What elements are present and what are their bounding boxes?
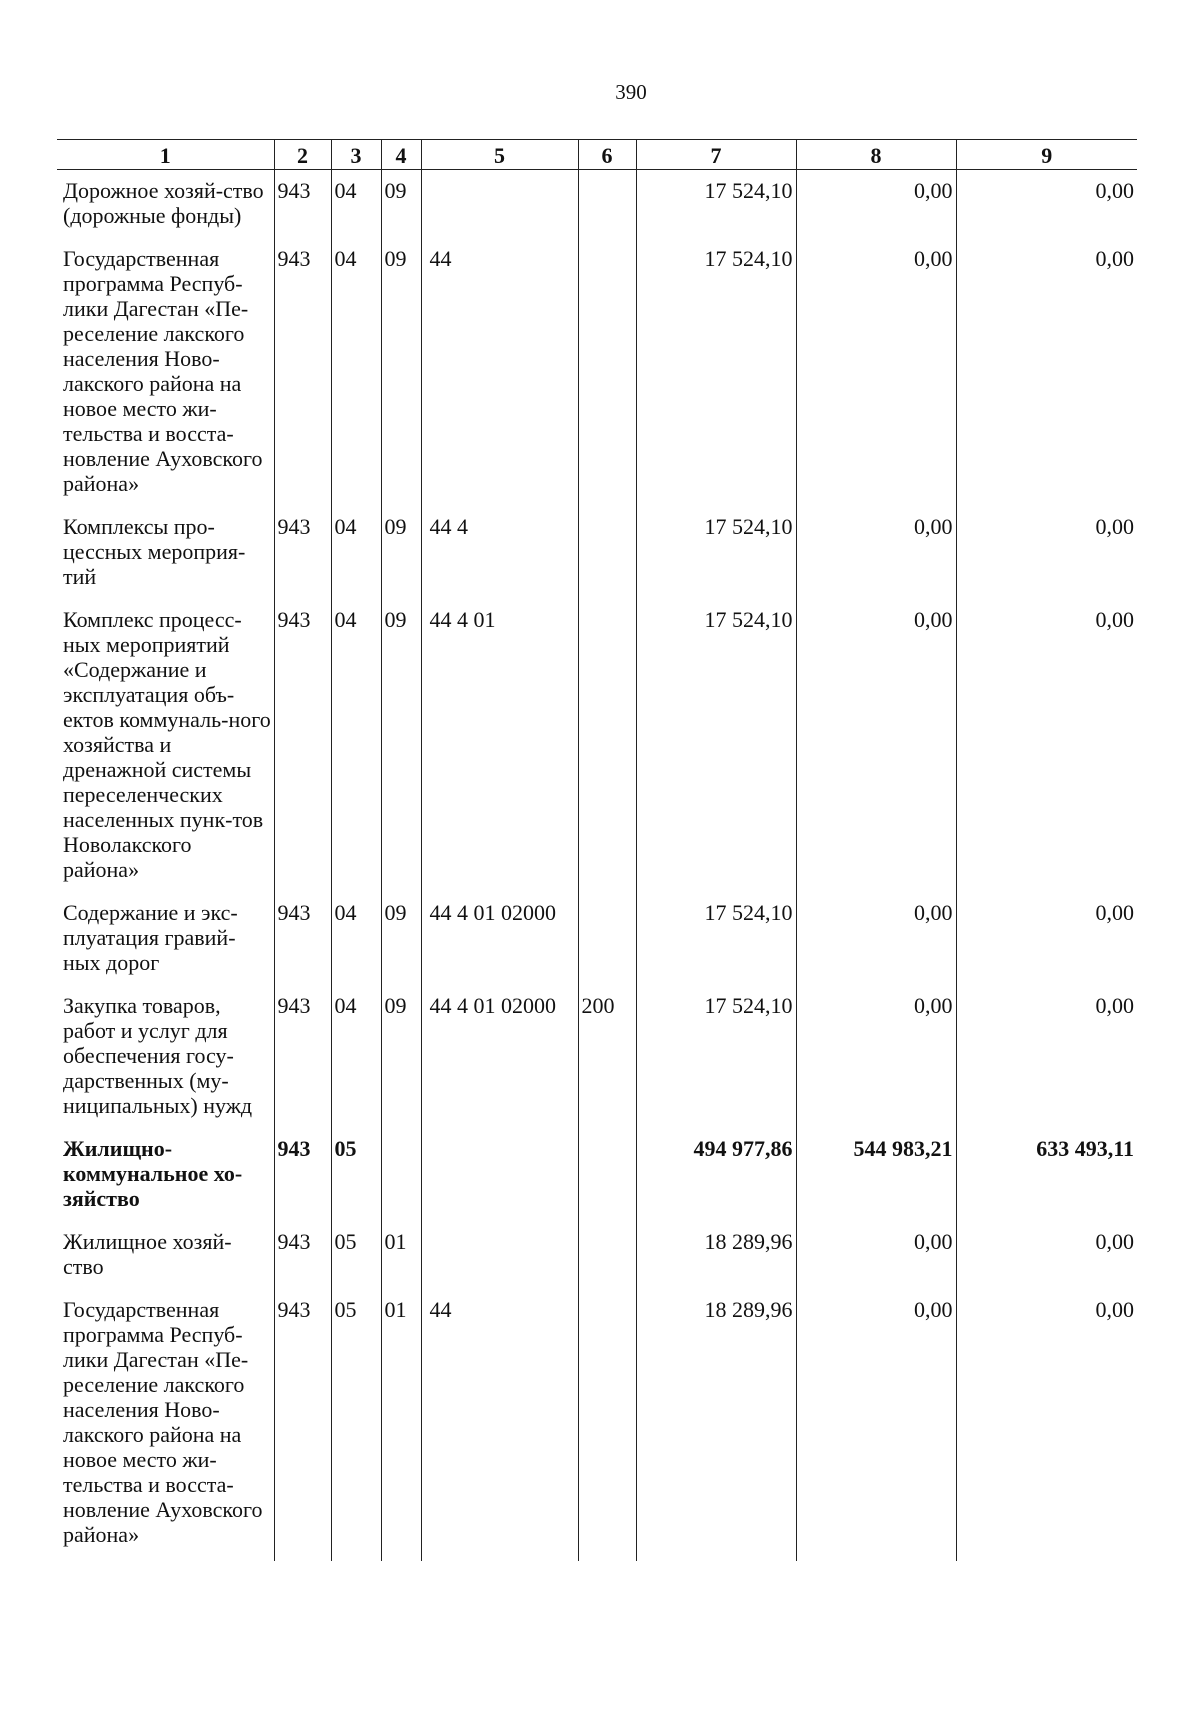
table-row <box>57 1289 1137 1561</box>
cell-subsection: 01 <box>381 1289 421 1561</box>
cell-amount-3: 0,00 <box>956 506 1137 599</box>
cell-ministry: 943 <box>274 238 331 506</box>
cell-expense-type <box>578 1128 636 1221</box>
header-col-2: 2 <box>274 140 331 170</box>
cell-section: 04 <box>331 985 381 1128</box>
cell-expense-type <box>578 170 636 239</box>
row-name: Комплекс процесс-ных мероприятий «Содержание и эксплуатация объ-ектов коммуналь-ного хозяйства и дренажной системы переселенческих населенных пунк-тов Новолакского района» <box>63 607 271 882</box>
cell-ministry: 943 <box>274 892 331 985</box>
cell-expense-type <box>578 1289 636 1561</box>
cell-amount-1: 17 524,10 <box>636 599 796 892</box>
cell-section: 05 <box>331 1289 381 1561</box>
page-number: 390 <box>615 80 647 104</box>
cell-amount-1: 18 289,96 <box>636 1289 796 1561</box>
cell-subsection: 09 <box>381 238 421 506</box>
cell-expense-type <box>578 892 636 985</box>
cell-section: 04 <box>331 238 381 506</box>
header-col-6: 6 <box>578 140 636 170</box>
cell-subsection: 01 <box>381 1221 421 1289</box>
table-row <box>57 1221 1137 1289</box>
table-row <box>57 892 1137 985</box>
cell-section: 05 <box>331 1221 381 1289</box>
cell-amount-2: 0,00 <box>796 506 956 599</box>
cell-amount-2: 0,00 <box>796 1221 956 1289</box>
cell-amount-1: 17 524,10 <box>636 170 796 239</box>
cell-target-article: 44 <box>421 1289 578 1561</box>
cell-amount-3: 0,00 <box>956 985 1137 1128</box>
cell-amount-3: 0,00 <box>956 170 1137 239</box>
cell-target-article: 44 4 <box>421 506 578 599</box>
cell-ministry: 943 <box>274 599 331 892</box>
cell-section: 04 <box>331 599 381 892</box>
cell-target-article <box>421 1128 578 1221</box>
cell-expense-type <box>578 1221 636 1289</box>
cell-amount-3: 0,00 <box>956 1221 1137 1289</box>
cell-section: 05 <box>331 1128 381 1221</box>
row-name: Государственная программа Респуб-лики Дагестан «Пе-реселение лакского населения Ново-лакского района на новое место жи-тельства и восста-новление Ауховского района» <box>63 246 263 496</box>
cell-amount-3: 0,00 <box>956 892 1137 985</box>
cell-section: 04 <box>331 506 381 599</box>
cell-amount-2: 0,00 <box>796 170 956 239</box>
table-row <box>57 985 1137 1128</box>
row-name: Жилищное хозяй-ство <box>63 1229 232 1279</box>
cell-subsection: 09 <box>381 892 421 985</box>
budget-table <box>57 139 1137 1561</box>
row-name: Жилищно-коммунальное хо-зяйство <box>63 1136 243 1211</box>
cell-target-article <box>421 1221 578 1289</box>
row-name: Комплексы про-цессных мероприя-тий <box>63 514 246 589</box>
cell-amount-2: 0,00 <box>796 892 956 985</box>
cell-amount-1: 17 524,10 <box>636 985 796 1128</box>
cell-amount-3: 0,00 <box>956 238 1137 506</box>
cell-ministry: 943 <box>274 170 331 239</box>
cell-subsection: 09 <box>381 985 421 1128</box>
table-row <box>57 170 1137 239</box>
header-col-5: 5 <box>421 140 578 170</box>
cell-amount-1: 17 524,10 <box>636 238 796 506</box>
cell-amount-1: 17 524,10 <box>636 506 796 599</box>
cell-amount-2: 0,00 <box>796 1289 956 1561</box>
cell-expense-type <box>578 599 636 892</box>
cell-amount-1: 18 289,96 <box>636 1221 796 1289</box>
cell-expense-type <box>578 506 636 599</box>
cell-ministry: 943 <box>274 1289 331 1561</box>
row-name: Содержание и экс-плуатация гравий-ных дорог <box>63 900 238 975</box>
cell-ministry: 943 <box>274 985 331 1128</box>
header-col-3: 3 <box>331 140 381 170</box>
cell-expense-type <box>578 238 636 506</box>
cell-amount-2: 544 983,21 <box>796 1128 956 1221</box>
cell-target-article: 44 4 01 <box>421 599 578 892</box>
cell-amount-2: 0,00 <box>796 985 956 1128</box>
header-col-9: 9 <box>956 140 1137 170</box>
cell-ministry: 943 <box>274 506 331 599</box>
cell-subsection: 09 <box>381 599 421 892</box>
cell-amount-3: 0,00 <box>956 599 1137 892</box>
header-col-1: 1 <box>57 140 274 170</box>
cell-target-article <box>421 170 578 239</box>
cell-amount-3: 0,00 <box>956 1289 1137 1561</box>
cell-subsection <box>381 1128 421 1221</box>
cell-target-article: 44 4 01 02000 <box>421 892 578 985</box>
cell-target-article: 44 <box>421 238 578 506</box>
table-row <box>57 238 1137 506</box>
row-name: Государственная программа Респуб-лики Дагестан «Пе-реселение лакского населения Ново-лакского района на новое место жи-тельства и восста-новление Ауховского района» <box>63 1297 263 1547</box>
cell-subsection: 09 <box>381 170 421 239</box>
header-col-4: 4 <box>381 140 421 170</box>
cell-section: 04 <box>331 892 381 985</box>
cell-amount-2: 0,00 <box>796 599 956 892</box>
row-name: Дорожное хозяй-ство (дорожные фонды) <box>63 178 264 228</box>
cell-section: 04 <box>331 170 381 239</box>
cell-amount-2: 0,00 <box>796 238 956 506</box>
cell-amount-1: 17 524,10 <box>636 892 796 985</box>
table-row <box>57 506 1137 599</box>
cell-ministry: 943 <box>274 1221 331 1289</box>
cell-target-article: 44 4 01 02000 <box>421 985 578 1128</box>
row-name: Закупка товаров, работ и услуг для обеспечения госу-дарственных (му-ниципальных) нужд <box>63 993 253 1118</box>
cell-amount-3: 633 493,11 <box>956 1128 1137 1221</box>
cell-amount-1: 494 977,86 <box>636 1128 796 1221</box>
table-row <box>57 599 1137 892</box>
cell-expense-type: 200 <box>578 985 636 1128</box>
cell-subsection: 09 <box>381 506 421 599</box>
header-row <box>57 140 1137 170</box>
cell-ministry: 943 <box>274 1128 331 1221</box>
table-row-section-total <box>57 1128 1137 1221</box>
header-col-8: 8 <box>796 140 956 170</box>
header-col-7: 7 <box>636 140 796 170</box>
